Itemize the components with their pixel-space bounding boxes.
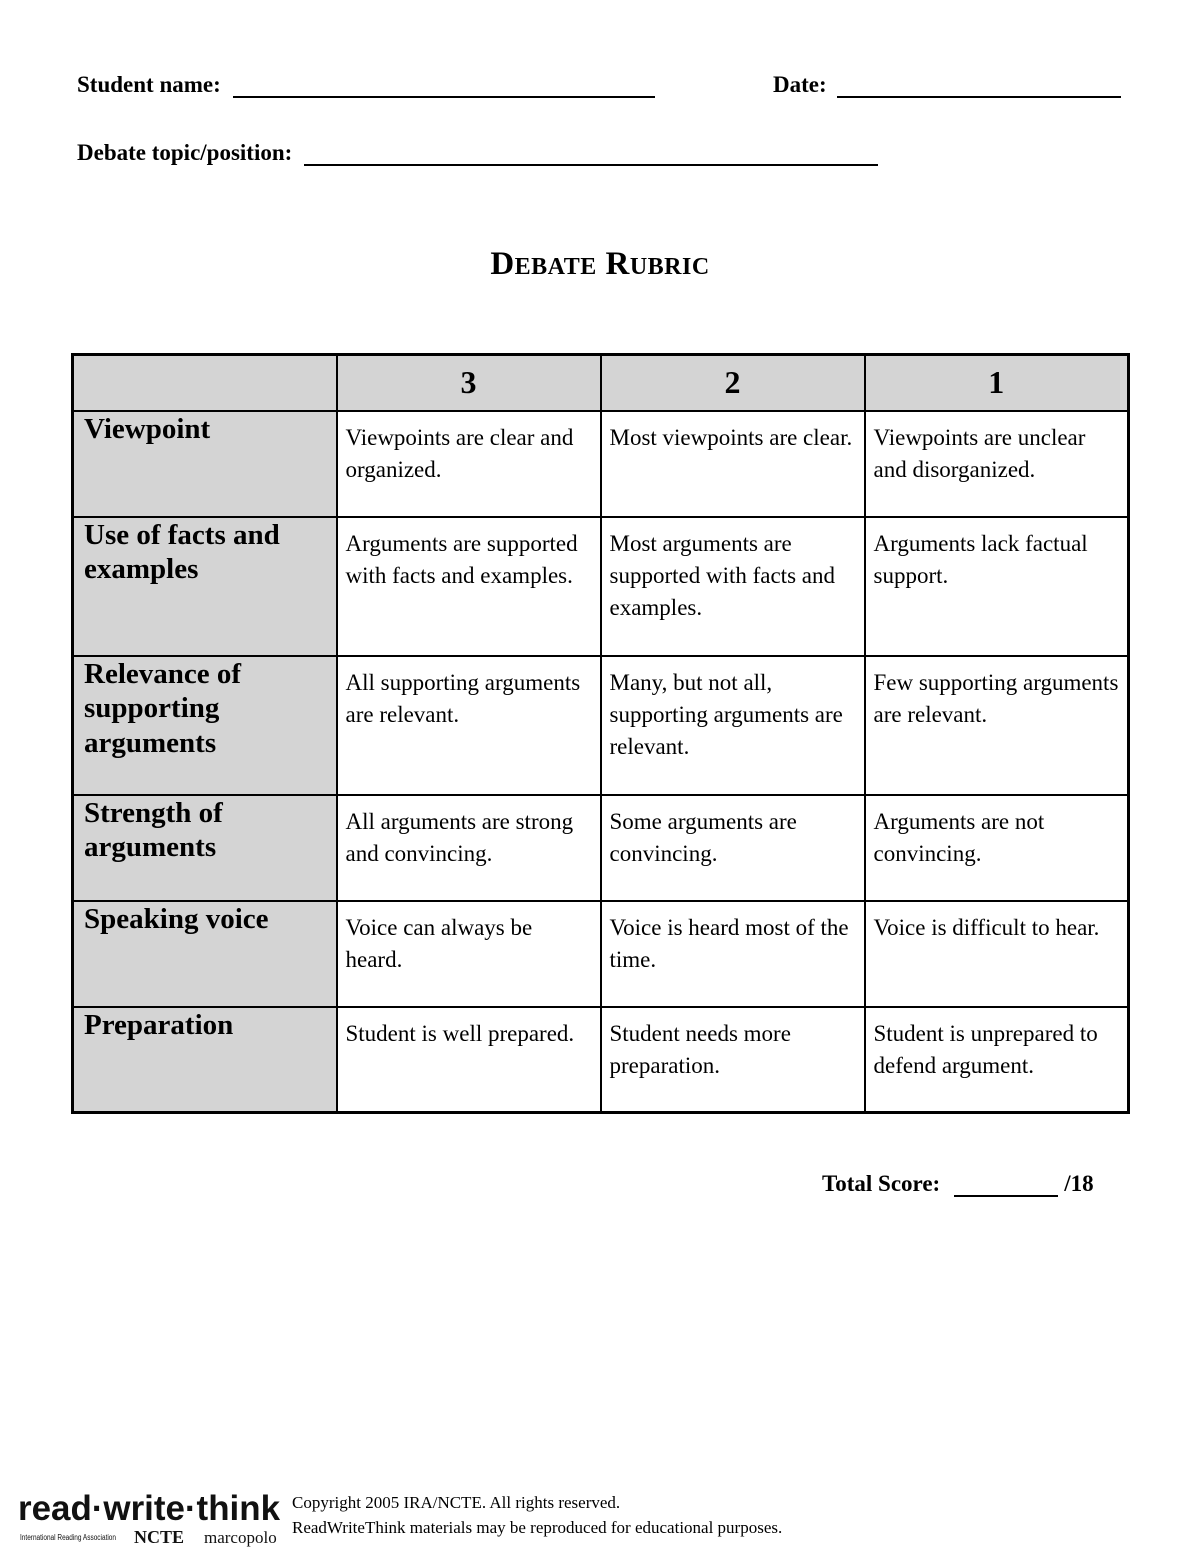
copyright-line: Copyright 2005 IRA/NCTE. All rights reserved. bbox=[292, 1493, 621, 1512]
table-cell: Voice is heard most of the time. bbox=[601, 901, 865, 1007]
table-header-row bbox=[73, 355, 1129, 411]
logo-wordmark: read·write·think bbox=[18, 1489, 281, 1528]
table-cell: Student needs more preparation. bbox=[601, 1007, 865, 1113]
table-row bbox=[73, 901, 1129, 1007]
header-score-1: 1 bbox=[865, 355, 1129, 411]
criterion-strength: Strength of arguments bbox=[73, 795, 337, 901]
header-score-3: 3 bbox=[337, 355, 601, 411]
title-rest-2: UBRIC bbox=[629, 254, 710, 280]
header-corner bbox=[73, 355, 337, 411]
logo-ncte: NCTE bbox=[134, 1527, 185, 1547]
student-name-blank[interactable] bbox=[233, 76, 655, 98]
table-cell: Voice is difficult to hear. bbox=[865, 901, 1129, 1007]
date-blank[interactable] bbox=[837, 76, 1121, 98]
total-score-label: Total Score: bbox=[822, 1171, 941, 1196]
table-row bbox=[73, 1007, 1129, 1113]
table-cell: Arguments are not convincing. bbox=[865, 795, 1129, 901]
criterion-viewpoint: Viewpoint bbox=[73, 411, 337, 517]
debate-topic-blank[interactable] bbox=[304, 144, 878, 166]
title-initial-1: D bbox=[490, 246, 515, 282]
debate-topic-field[interactable] bbox=[77, 140, 878, 166]
debate-topic-label: Debate topic/position: bbox=[77, 140, 293, 165]
table-cell: Most viewpoints are clear. bbox=[601, 411, 865, 517]
criterion-facts: Use of facts and examples bbox=[73, 517, 337, 656]
table-cell: All supporting arguments are relevant. bbox=[337, 656, 601, 795]
table-cell: Voice can always be heard. bbox=[337, 901, 601, 1007]
table-cell: Few supporting arguments are relevant. bbox=[865, 656, 1129, 795]
table-row bbox=[73, 517, 1129, 656]
student-name-field[interactable] bbox=[77, 72, 655, 98]
debate-rubric-table bbox=[71, 353, 1130, 1114]
student-name-label: Student name: bbox=[77, 72, 221, 97]
table-cell: Viewpoints are clear and organized. bbox=[337, 411, 601, 517]
table-cell: Student is well prepared. bbox=[337, 1007, 601, 1113]
table-cell: Most arguments are supported with facts and examples. bbox=[601, 517, 865, 656]
logo-ira: International Reading Association bbox=[20, 1533, 116, 1542]
logo-marcopolo: marcopolo bbox=[204, 1528, 277, 1547]
criterion-voice: Speaking voice bbox=[73, 901, 337, 1007]
table-cell: Arguments lack factual support. bbox=[865, 517, 1129, 656]
total-score-max: /18 bbox=[1064, 1171, 1094, 1196]
date-label: Date: bbox=[773, 72, 827, 97]
footer-copyright bbox=[292, 1490, 782, 1540]
criterion-relevance: Relevance of supporting arguments bbox=[73, 656, 337, 795]
table-cell: Arguments are supported with facts and examples. bbox=[337, 517, 601, 656]
table-cell: Viewpoints are unclear and disorganized. bbox=[865, 411, 1129, 517]
reproduce-line: ReadWriteThink materials may be reproduced for educational purposes. bbox=[292, 1518, 783, 1537]
title-rest-1: EBATE bbox=[514, 254, 597, 280]
criterion-preparation: Preparation bbox=[73, 1007, 337, 1113]
table-row bbox=[73, 411, 1129, 517]
table-row bbox=[73, 795, 1129, 901]
title-initial-2: R bbox=[605, 246, 630, 282]
total-score-blank[interactable] bbox=[954, 1175, 1058, 1197]
total-score-field[interactable] bbox=[822, 1171, 1094, 1197]
readwritethink-logo bbox=[18, 1488, 283, 1550]
table-cell: Many, but not all, supporting arguments are relevant. bbox=[601, 656, 865, 795]
date-field[interactable] bbox=[773, 72, 1121, 98]
table-cell: Student is unprepared to defend argument. bbox=[865, 1007, 1129, 1113]
table-cell: Some arguments are convincing. bbox=[601, 795, 865, 901]
table-cell: All arguments are strong and convincing. bbox=[337, 795, 601, 901]
table-row bbox=[73, 656, 1129, 795]
header-score-2: 2 bbox=[601, 355, 865, 411]
page-title bbox=[0, 246, 1200, 283]
